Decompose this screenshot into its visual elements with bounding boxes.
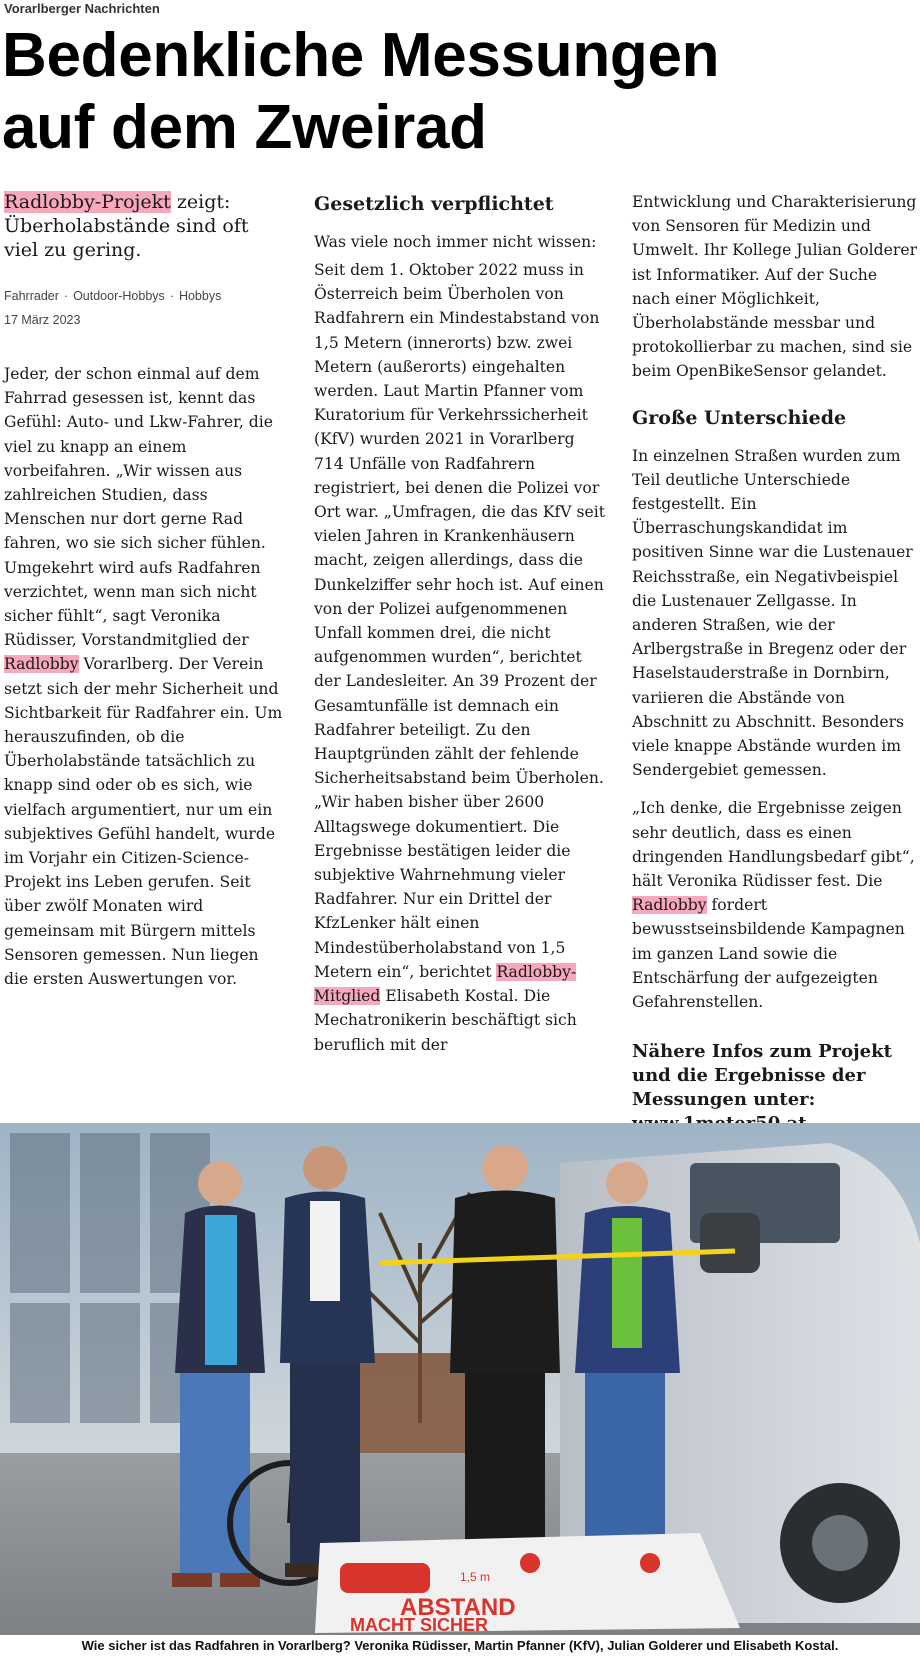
article-meta [4,284,286,332]
article-photo [0,1123,920,1635]
tag-link[interactable]: Hobbys [178,289,222,303]
body-text: Vorarlberg. Der Verein setzt sich der mehr Sicherheit und Sichtbarkeit für Radfahrer ein. Um herauszufinden, ob die Überholabstände tatsächlich zu knapp sind oder ob es sich, wie vielfach argumentiert, nur um ein subjektives Gefühl handelt, wurde im Vorjahr ein Citizen-Science-Projekt ins Leben gerufen. Seit über zwölf Monaten wird gemeinsam mit Bürgern mittels Sensoren gemessen. Nun liegen die ersten Auswertungen vor. [4,655,283,989]
article-column-2 [314,190,606,1057]
headline-line-1: Bedenkliche Messungen [2,21,720,90]
article-column-1 [4,190,286,991]
tag-link[interactable]: Outdoor-Hobbys [73,289,165,303]
body-paragraph [4,362,286,991]
tag-separator: · [63,289,69,303]
teaser-highlight: Radlobby-Projekt [4,191,171,213]
highlight-term: Radlobby [4,655,79,674]
publication-name: Vorarlberger Nachrichten [4,1,160,16]
publish-date: 17 März 2023 [4,313,81,327]
subheading: Große Unterschiede [632,406,847,429]
van-mirror [700,1213,760,1273]
tag-link[interactable]: Fahrrader [4,289,59,303]
photo-illustration [0,1123,920,1635]
info-box: Nähere Infos zum Projekt und die Ergebnisse der Messungen unter: [632,1041,892,1111]
banner-text-2: MACHT SICHER [350,1615,488,1635]
body-text: „Ich denke, die Ergebnisse zeigen sehr deutlich, dass es einen dringenden Handlungsbedarf gibt“, hält Veronika Rüdisser fest. Die [632,799,915,891]
banner-person-icon [640,1553,660,1573]
body-paragraph [314,258,606,1057]
van-hub [812,1515,868,1571]
body-text: Jeder, der schon einmal auf dem Fahrrad gesessen ist, kennt das Gefühl: Auto- und Lkw-Fahrer, die viel zu knapp an einem vorbeifahren. „Wir wissen aus zahlreichen Studien, dass Menschen nur dort gerne Rad fahren, wo sie sich sicher fühlen. Umgekehrt wird aufs Radfahren verzichtet, wenn man sich nicht sicher fühlt“, sagt Veronika Rüdisser, Vorstandmitglied der [4,365,274,650]
subheading: Gesetzlich verpflichtet [314,193,554,215]
article-column-3 [632,190,920,1136]
body-text: fordert bewusstseinsbildende Kampagnen im ganzen Land sowie die Entschärfung der aufgezeigten Gefahrenstellen. [632,896,905,1012]
tag-separator: · [169,289,174,303]
highlight-term: Radlobby [632,896,707,915]
photo-caption: Wie sicher ist das Radfahren in Vorarlberg? Veronika Rüdisser, Martin Pfanner (KfV), Julian Golderer und Elisabeth Kostal. [81,1638,839,1653]
headline [2,20,902,164]
body-paragraph: In einzelnen Straßen wurden zum Teil deutliche Unterschiede festgestellt. Ein Überraschungskandidat im positiven Sinne war die Lustenauer Reichsstraße, ein Negativbeispiel die Lustenauer Zellgasse. In anderen Straßen, wie der Arlbergstraße in Bregenz oder der Haselstauderstraße in Dornbirn, variieren die Abstände von Abschnitt zu Abschnitt. Besonders viele knappe Abstände wurden im Sendergebiet gemessen. [632,446,913,780]
body-paragraph: Entwicklung und Charakterisierung von Sensoren für Medizin und Umwelt. Ihr Kollege Julian Golderer ist Informatiker. Auf der Suche nach einer Möglichkeit, Überholabstände messbar und protokollierbar zu machen, sind sie beim OpenBikeSensor gelandet. [632,193,918,381]
banner-text-1: ABSTAND [400,1594,516,1621]
lead-line: Was viele noch immer nicht wissen: [314,233,597,251]
teaser [4,190,286,262]
banner-distance-label: 1,5 m [460,1570,491,1584]
body-text: Seit dem 1. Oktober 2022 muss in Österreich beim Überholen von Radfahrern ein Mindestabstand von 1,5 Metern (innerorts) bzw. zwei Metern (außerorts) eingehalten werden. Laut Martin Pfanner vom Kuratorium für Verkehrssicherheit (KfV) wurden 2021 in Vorarlberg 714 Unfälle von Radfahrern registriert, bei denen die Polizei vor Ort war. „Umfragen, die das KfV seit vielen Jahren in Krankenhäusern macht, zeigen allerdings, dass die Dunkelziffer sehr hoch ist. Auf einen von der Polizei aufgenommenen Unfall kommen drei, die nicht aufgenommen wurden“, berichtet der Landesleiter. An 39 Prozent der Gesamtunfälle ist demnach ein Radfahrer beteiligt. Zu den Hauptgründen zählt der fehlende Sicherheitsabstand beim Überholen. „Wir haben bisher über 2600 Alltagswege dokumentiert. Die Ergebnisse bestätigen leider die subjektive Wahrnehmung vieler Radfahrer. Nur ein Drittel der KfzLenker hält einen Mindestüberholabstand von 1,5 Metern ein“, berichtet [314,261,605,981]
person-julian [450,1145,560,1587]
headline-line-2: auf dem Zweirad [2,93,487,162]
banner-car-shape [340,1563,430,1593]
highlight-term: Radlobby-Mitglied [314,962,577,1006]
banner-person-icon [520,1553,540,1573]
teaser-text: zeigt: Überholabstände sind oft viel zu gering. [4,191,249,261]
body-text: Elisabeth Kostal. Die Mechatronikerin beschäftigt sich beruflich mit der [314,987,577,1054]
body-paragraph [632,796,920,1014]
tag-list [4,284,286,308]
person-elisabeth [575,1162,680,1575]
